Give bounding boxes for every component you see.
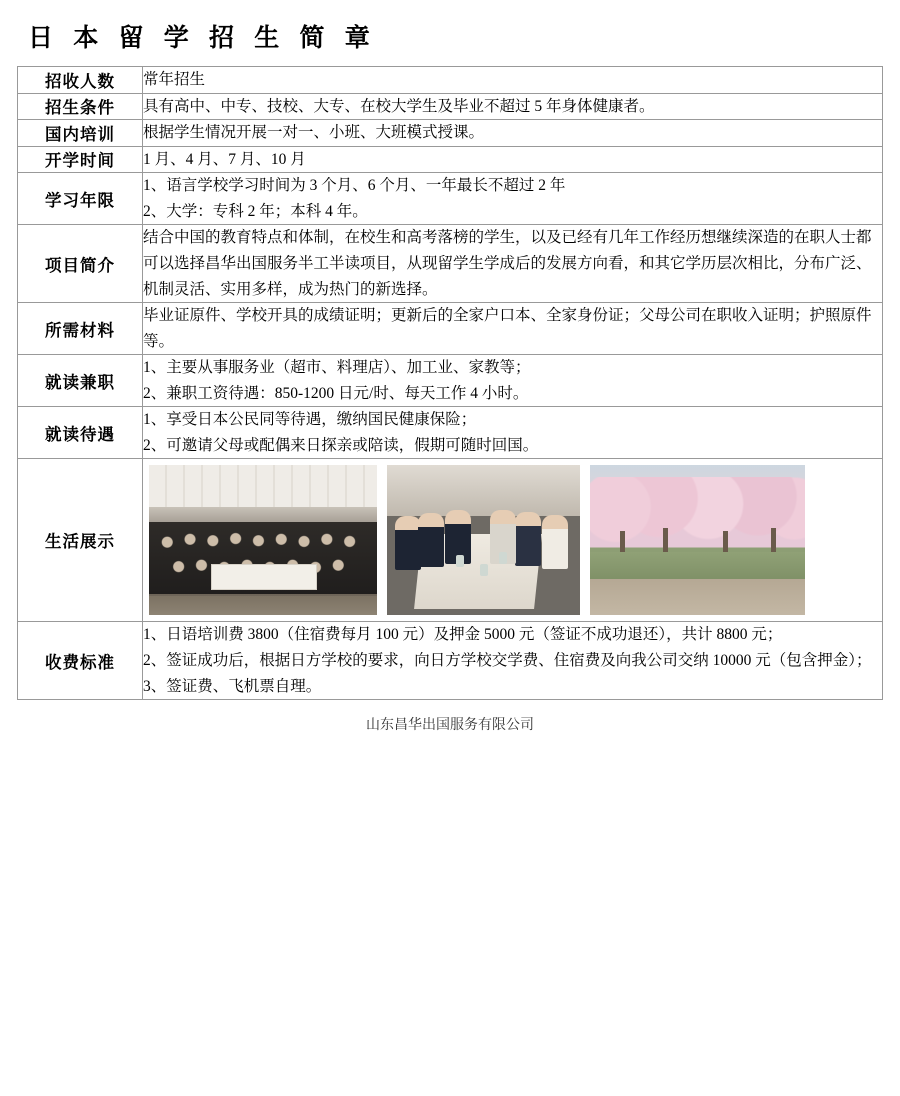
content-line: 毕业证原件、学校开具的成绩证明；更新后的全家户口本、全家身份证；父母公司在职收入证明；护照原件等。 bbox=[143, 307, 872, 350]
list-item bbox=[143, 381, 882, 407]
table-row bbox=[18, 67, 883, 94]
list-item-text: 签证成功后，根据日方学校的要求，向日方学校交学费、住宿费及向我公司交纳 10000 元（包含押金）； bbox=[166, 652, 872, 669]
row-label: 招生条件 bbox=[18, 93, 143, 120]
row-content bbox=[143, 146, 883, 173]
photo-gallery bbox=[143, 459, 882, 621]
cherry-blossom-path-photo bbox=[590, 465, 805, 615]
photo-ceiling bbox=[149, 465, 377, 510]
list-item bbox=[143, 407, 882, 433]
photo-person bbox=[542, 515, 568, 569]
list-item-text: 主要从事服务业（超市、料理店）、加工业、家教等； bbox=[166, 359, 531, 377]
row-label: 开学时间 bbox=[18, 146, 143, 173]
photo-glass bbox=[499, 552, 507, 564]
row-label: 收费标准 bbox=[18, 622, 143, 700]
list-item-text: 可邀请父母或配偶来日探亲或陪读，假期可随时回国。 bbox=[166, 436, 539, 454]
row-label: 国内培训 bbox=[18, 120, 143, 147]
list-item-text: 享受日本公民同等待遇，缴纳国民健康保险； bbox=[166, 411, 477, 429]
table-row bbox=[18, 303, 883, 355]
photo-floor bbox=[149, 596, 377, 616]
list-item-number: 2、 bbox=[143, 652, 167, 669]
list-item-number: 2、 bbox=[143, 202, 167, 220]
content-line: 1 月、4 月、7 月、10 月 bbox=[143, 150, 306, 168]
list-item-text: 签证费、飞机票自理。 bbox=[166, 677, 322, 695]
row-content bbox=[143, 173, 883, 225]
list-item-number: 1、 bbox=[143, 626, 167, 644]
table-row bbox=[18, 355, 883, 407]
row-content bbox=[143, 407, 883, 459]
row-content bbox=[143, 622, 883, 700]
list-item-text: 兼职工资待遇：850-1200 日元/时、每天工作 4 小时。 bbox=[166, 384, 529, 402]
table-row bbox=[18, 93, 883, 120]
photo-path bbox=[590, 579, 805, 615]
photo-glass bbox=[480, 564, 488, 576]
numbered-list bbox=[143, 622, 882, 699]
row-content bbox=[143, 120, 883, 147]
photo-grass bbox=[590, 552, 805, 582]
photo-glass bbox=[456, 555, 464, 567]
list-item bbox=[143, 355, 882, 381]
list-item bbox=[143, 648, 882, 674]
row-label: 项目简介 bbox=[18, 225, 143, 303]
photo-person bbox=[418, 513, 444, 567]
list-item-number: 2、 bbox=[143, 384, 167, 402]
dining-table-photo bbox=[387, 465, 580, 615]
list-item bbox=[143, 173, 882, 199]
table-row bbox=[18, 173, 883, 225]
list-item-number: 1、 bbox=[143, 177, 167, 195]
row-content-photos bbox=[143, 459, 883, 622]
list-item bbox=[143, 622, 882, 648]
page-title: 日 本 留 学 招 生 简 章 bbox=[28, 25, 377, 52]
row-label: 所需材料 bbox=[18, 303, 143, 355]
list-item-text: 大学：专科 2 年；本科 4 年。 bbox=[166, 202, 368, 220]
list-item-number: 1、 bbox=[143, 411, 167, 429]
table-row bbox=[18, 120, 883, 147]
list-item-number: 2、 bbox=[143, 436, 167, 454]
content-line: 常年招生 bbox=[143, 71, 206, 88]
content-line: 具有高中、中专、技校、大专、在校大学生及毕业不超过 5 年身体健康者。 bbox=[143, 97, 655, 115]
list-item-number: 1、 bbox=[143, 359, 167, 377]
numbered-list bbox=[143, 173, 882, 224]
row-label: 就读兼职 bbox=[18, 355, 143, 407]
table-row bbox=[18, 146, 883, 173]
list-item bbox=[143, 199, 882, 225]
numbered-list bbox=[143, 407, 882, 458]
content-line: 结合中国的教育特点和体制，在校生和高考落榜的学生，以及已经有几年工作经历想继续深造的在职人士都可以选择昌华出国服务半工半读项目，从现留学生学成后的发展方向看，和其它学历层次相比，分布广泛、机制灵活、实用多样，成为热门的新选择。 bbox=[143, 229, 872, 298]
enrollment-info-table bbox=[17, 66, 883, 700]
row-content bbox=[143, 355, 883, 407]
row-label: 生活展示 bbox=[18, 459, 143, 622]
footer-company-name: 山东昌华出国服务有限公司 bbox=[366, 718, 534, 734]
photo-person bbox=[395, 516, 421, 570]
list-item-text: 日语培训费 3800（住宿费每月 100 元）及押金 5000 元（签证不成功退还），共计 8800 元； bbox=[166, 626, 783, 644]
photo-banner bbox=[211, 564, 318, 590]
row-label: 招收人数 bbox=[18, 67, 143, 94]
table-row bbox=[18, 407, 883, 459]
photo-wall bbox=[387, 465, 580, 516]
row-content bbox=[143, 225, 883, 303]
row-label: 学习年限 bbox=[18, 173, 143, 225]
row-content bbox=[143, 303, 883, 355]
group-photo bbox=[149, 465, 377, 615]
table-row-life-photos bbox=[18, 459, 883, 622]
table-row bbox=[18, 225, 883, 303]
row-label: 就读待遇 bbox=[18, 407, 143, 459]
row-content bbox=[143, 93, 883, 120]
list-item bbox=[143, 674, 882, 700]
photo-person bbox=[515, 512, 541, 566]
list-item bbox=[143, 433, 882, 459]
numbered-list bbox=[143, 355, 882, 406]
list-item-number: 3、 bbox=[143, 677, 167, 695]
list-item-text: 语言学校学习时间为 3 个月、6 个月、一年最长不超过 2 年 bbox=[166, 177, 566, 195]
row-content bbox=[143, 67, 883, 94]
content-line: 根据学生情况开展一对一、小班、大班模式授课。 bbox=[143, 124, 485, 142]
table-row bbox=[18, 622, 883, 700]
